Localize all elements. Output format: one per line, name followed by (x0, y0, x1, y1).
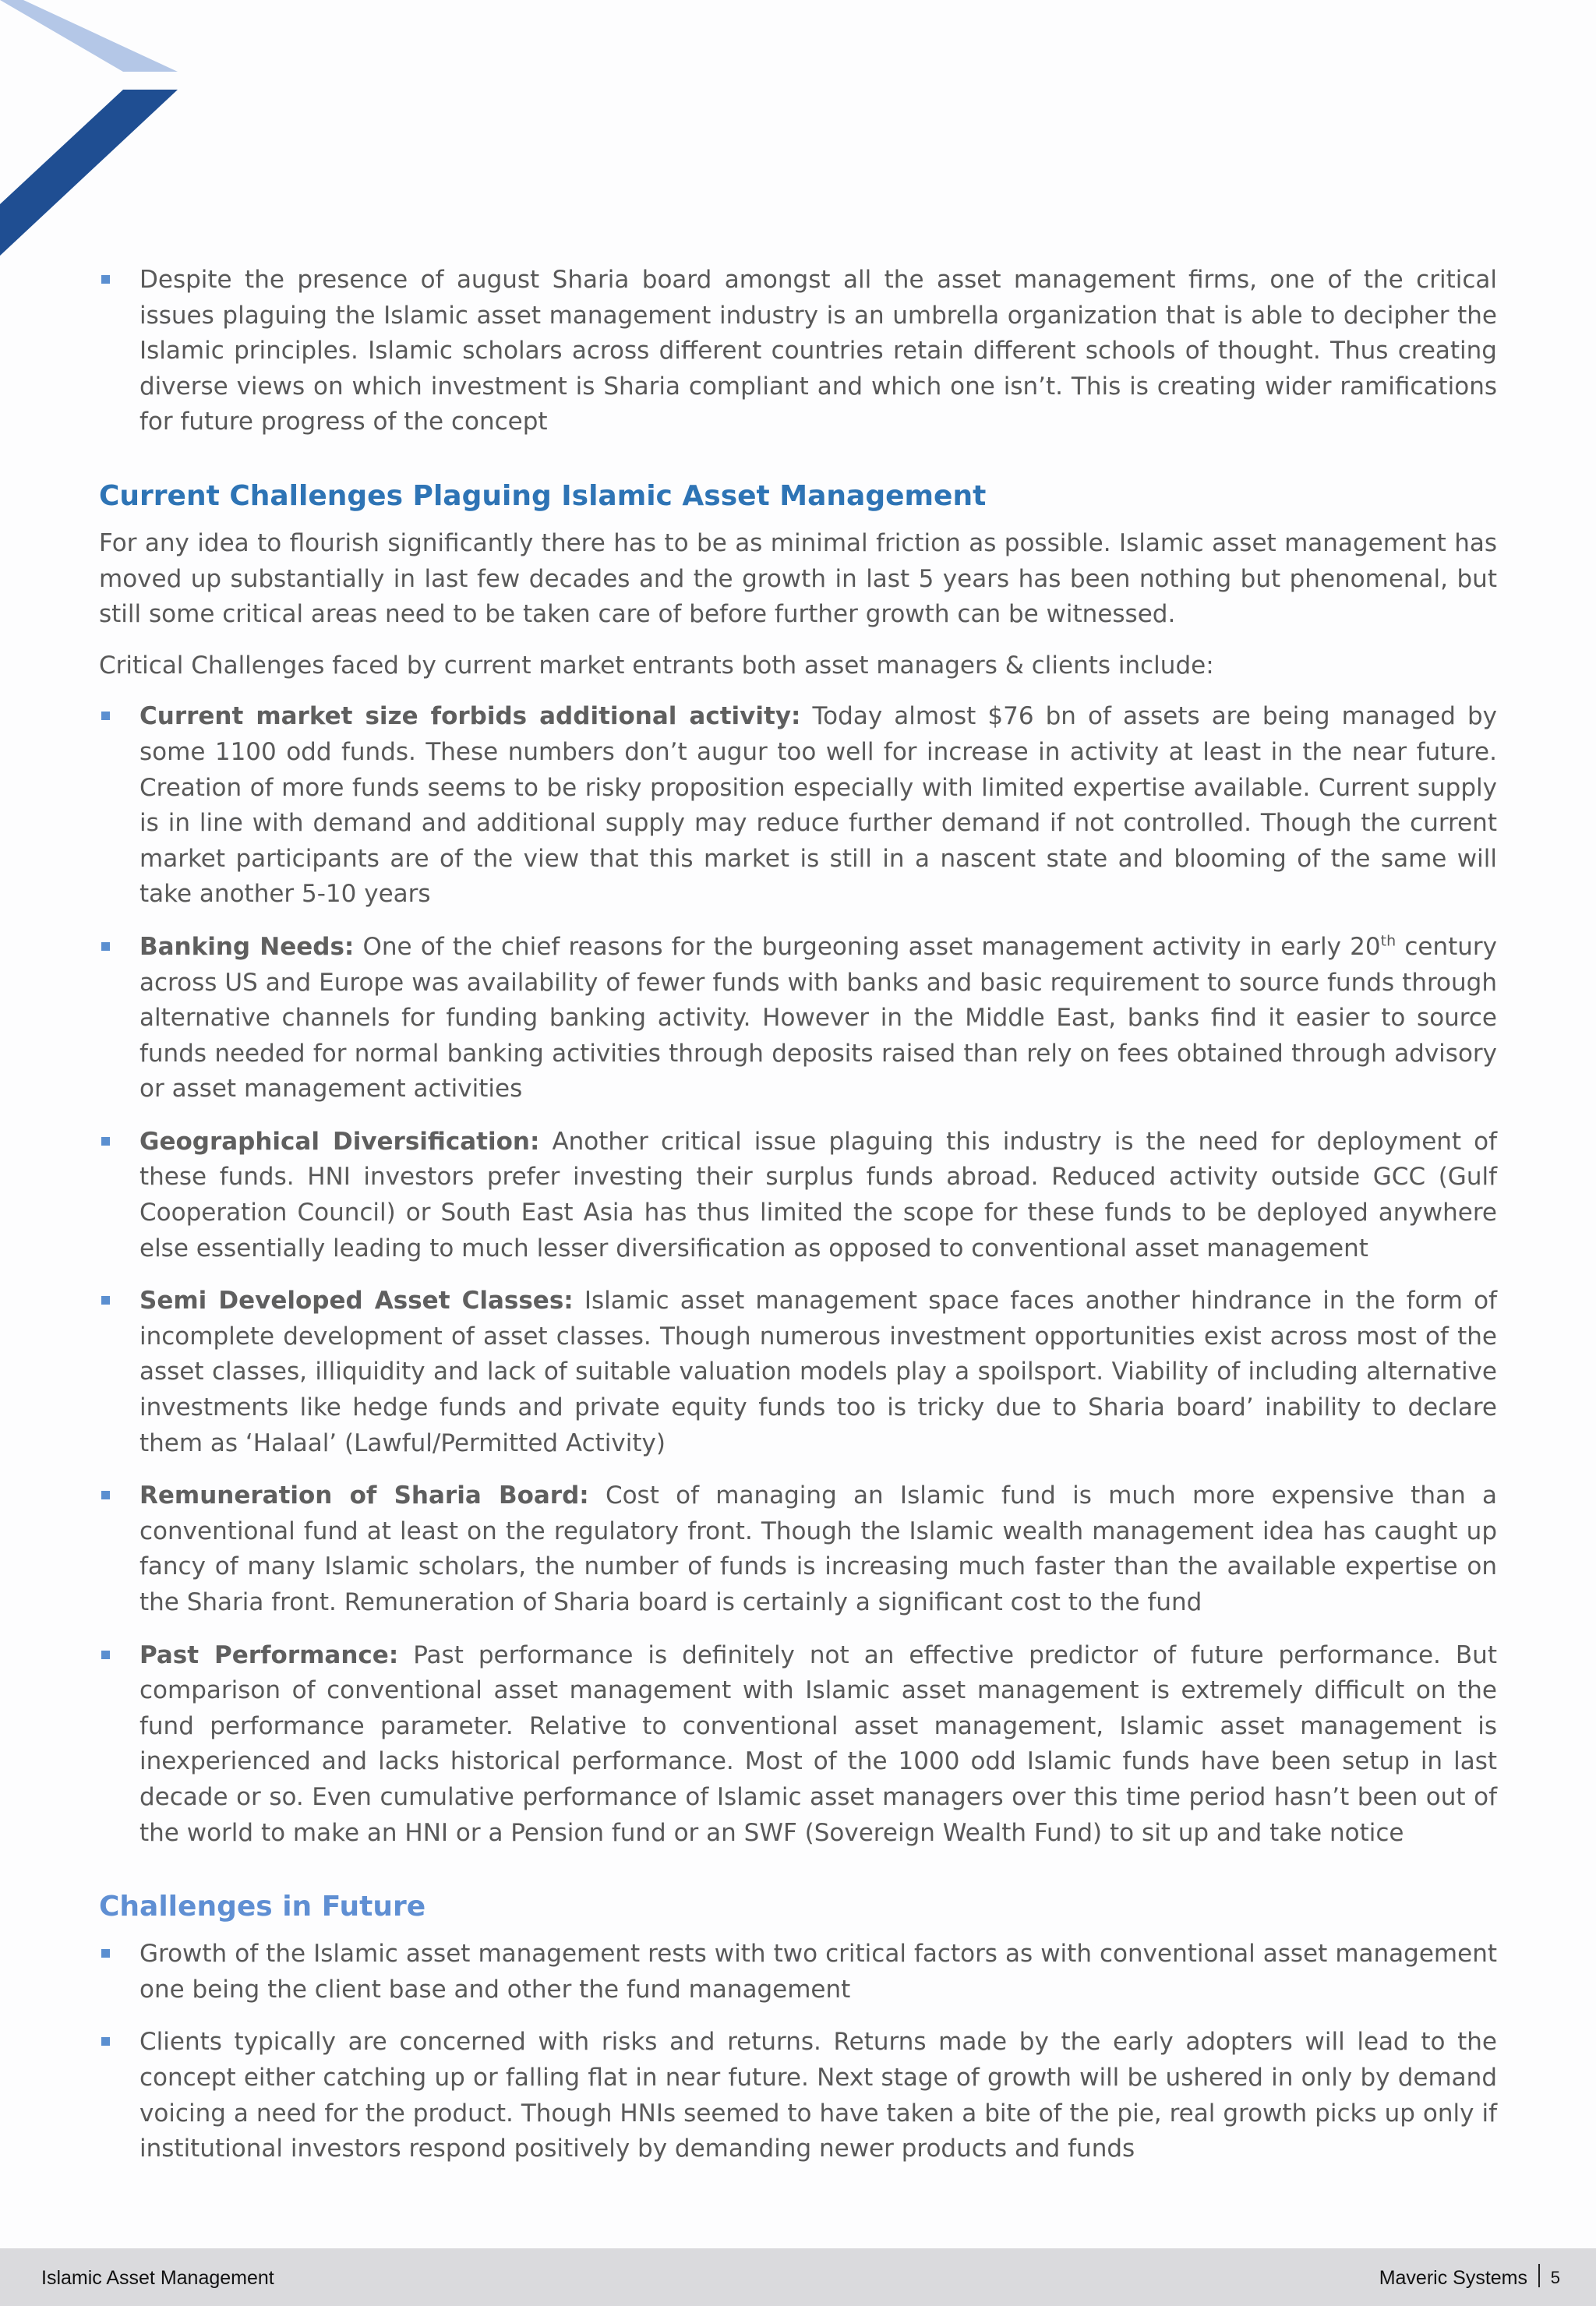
paragraph: Critical Challenges faced by current market entrants both asset managers & clients include: (99, 651, 1214, 680)
footer-divider (1538, 2264, 1540, 2287)
bullet-text: One of the chief reasons for the burgeoning asset management activity in early 20 (354, 932, 1381, 961)
corner-decoration (0, 0, 179, 257)
bullet-square-icon (101, 1491, 110, 1499)
bullet-square-icon (101, 275, 110, 284)
bullet-text: Clients typically are concerned with risks and returns. Returns made by the early adopters will lead to the concept either catching up or falling flat in near future. Next stage of growth will be ushered in only by demand voicing a need for the product. Though HNIs seemed to have taken a bite of the pie, real growth picks up only if institutional investors respond positively by demanding newer products and funds (139, 2028, 1497, 2163)
bullet-square-icon (101, 942, 110, 951)
list-item (99, 2025, 1497, 2167)
list-item (99, 1638, 1497, 1852)
page-number: 5 (1550, 2268, 1560, 2287)
list-item (99, 1284, 1497, 1461)
bullet-square-icon (101, 1137, 110, 1146)
bullet-lead: Current market size forbids additional activity: (139, 702, 801, 731)
list-item (99, 1937, 1497, 2008)
bullet-square-icon (101, 1949, 110, 1958)
intro-bullet-list (99, 263, 1497, 440)
bullet-lead: Remuneration of Sharia Board: (139, 1481, 589, 1510)
bullet-text: Another critical issue plaguing this industry is the need for deployment of these funds. HNI investors prefer investing their surplus funds abroad. Reduced activity outside GCC (Gulf Cooperation Council) or South East Asia has thus limited the scope for these funds to be deployed anywhere else essentially leading to much lesser diversification as opposed to conventional asset management (139, 1127, 1498, 1262)
bullet-text: Cost of managing an Islamic fund is much more expensive than a conventional fund at least on the regulatory front. Though the Islamic wealth management idea has caught up fancy of many Islamic scholars, the number of funds is increasing much faster than the available expertise on the Sharia front. Remuneration of Sharia board is certainly a significant cost to the fund (139, 1481, 1497, 1616)
footer-document-title: Islamic Asset Management (41, 2267, 274, 2289)
bullet-square-icon (101, 2037, 110, 2046)
superscript: th (1380, 932, 1396, 950)
bullet-text: Today almost $76 bn of assets are being managed by some 1100 odd funds. These numbers don’t augur too well for increase in activity at least in the near future. Creation of more funds seems to be risky proposition especially with limited expertise available. Current supply is in line with demand and additional supply may reduce further demand if not controlled. Though the current market participants are of the view that this market is still in a nascent state and blooming of the same will take another 5-10 years (139, 702, 1497, 909)
bullet-text: century across US and Europe was availability of fewer funds with banks and basic requirement to source funds through alternative channels for funding banking activity. However in the Middle East, banks find it easier to source funds needed for normal banking activities through deposits raised than rely on fees obtained through advisory or asset management activities (139, 932, 1497, 1104)
bullet-text: Islamic asset management space faces another hindrance in the form of incomplete development of asset classes. Though numerous investment opportunities exist across most of the asset classes, illiquidity and lack of suitable valuation models play a spoilsport. Viability of including alternative investments like hedge funds and private equity funds too is tricky due to Sharia board’ inability to declare them as ‘Halaal’ (Lawful/Permitted Activity) (139, 1287, 1497, 1457)
challenges-bullet-list (99, 699, 1497, 1851)
bullet-lead: Semi Developed Asset Classes: (139, 1287, 574, 1315)
list-item (99, 1478, 1497, 1620)
list-item (99, 699, 1497, 913)
list-item (99, 930, 1497, 1107)
list-item (99, 1125, 1497, 1266)
footer-company-name: Maveric Systems (1379, 2267, 1527, 2289)
bullet-lead: Banking Needs: (139, 932, 355, 961)
section-heading-current-challenges: Current Challenges Plaguing Islamic Asset Management (99, 479, 987, 512)
future-bullet-list (99, 1937, 1497, 2167)
bullet-text: Despite the presence of august Sharia board amongst all the asset management firms, one of the critical issues plaguing the Islamic asset management industry is an umbrella organization that is able to decipher the Islamic principles. Islamic scholars across different countries retain different schools of thought. Thus creating diverse views on which investment is Sharia compliant and which one isn’t. This is creating wider ramifications for future progress of the concept (139, 266, 1497, 436)
page-content (99, 263, 1497, 2184)
bullet-lead: Geographical Diversification: (139, 1127, 540, 1156)
bullet-square-icon (101, 1651, 110, 1659)
bullet-square-icon (101, 1296, 110, 1305)
section-heading-challenges-in-future: Challenges in Future (99, 1891, 426, 1923)
page-footer (0, 2248, 1596, 2306)
paragraph: For any idea to flourish significantly there has to be as minimal friction as possible. Islamic asset management has moved up substantially in last few decades and the growth in last 5 years has been nothing but phenomenal, but still some critical areas need to be taken care of before further growth can be witnessed. (99, 528, 1497, 629)
bullet-text: Growth of the Islamic asset management rests with two critical factors as with conventional asset management one being the client base and other the fund management (139, 1940, 1497, 2004)
bullet-square-icon (101, 712, 110, 720)
bullet-text: Past performance is definitely not an effective predictor of future performance. But comparison of conventional asset management with Islamic asset management is extremely difficult on the fund performance parameter. Relative to conventional asset management, Islamic asset management is inexperienced and lacks historical performance. Most of the 1000 odd Islamic funds have been setup in last decade or so. Even cumulative performance of Islamic asset managers over this time period hasn’t been out of the world to make an HNI or a Pension fund or an SWF (Sovereign Wealth Fund) to sit up and take notice (139, 1640, 1497, 1847)
list-item (99, 263, 1497, 440)
bullet-lead: Past Performance: (139, 1640, 399, 1669)
